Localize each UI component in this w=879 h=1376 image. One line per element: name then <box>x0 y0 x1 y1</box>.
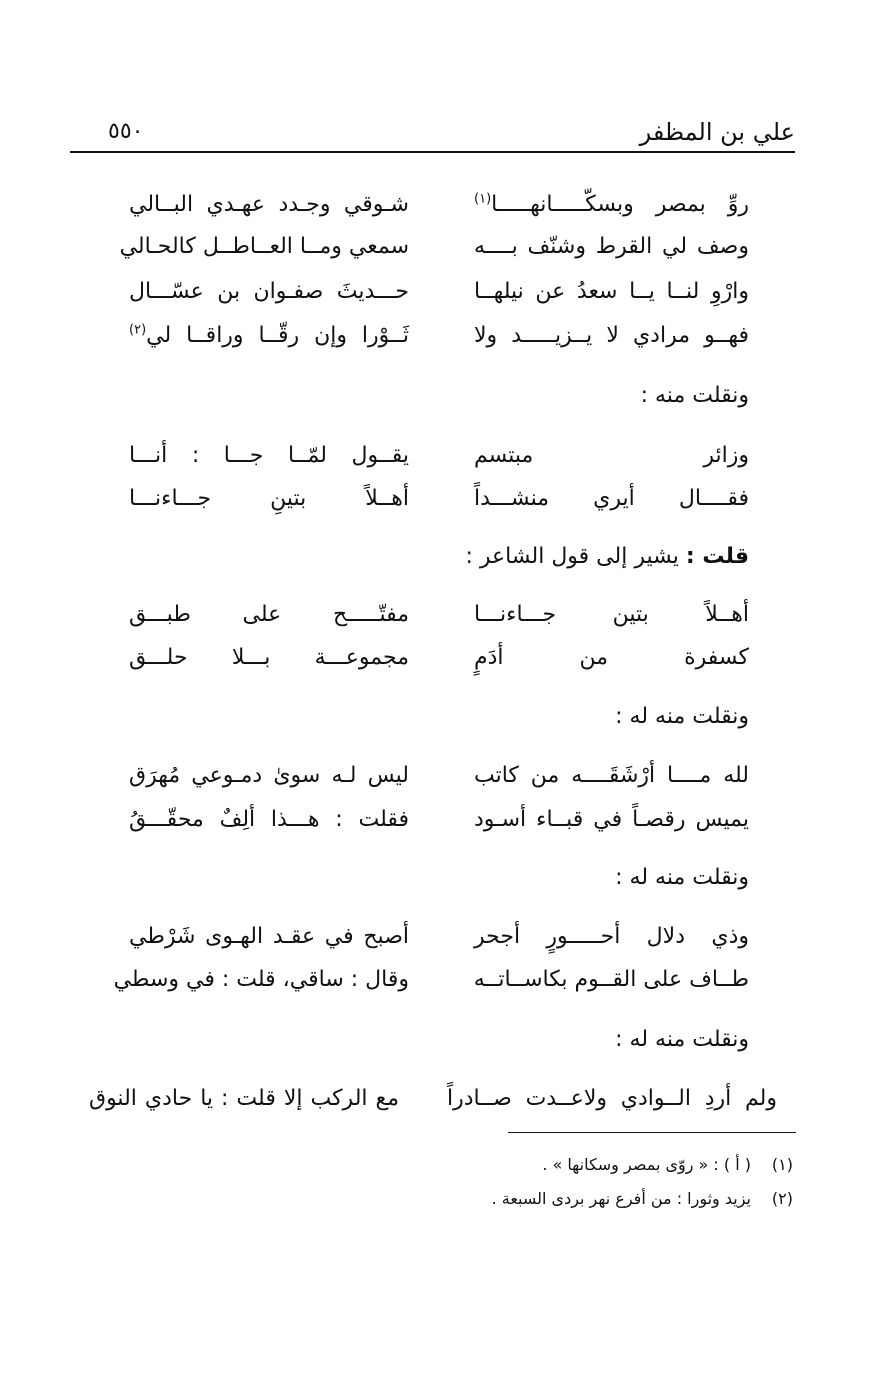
footnote <box>300 1150 793 1180</box>
prose-line <box>90 537 749 577</box>
verse-left-hemistich: ليس لـه سوىٰ دمـوعي مُهرَق <box>129 763 409 788</box>
footnote-text: ( أ ) : « روّى بمصر وسكانها » . <box>542 1155 751 1174</box>
verse-left-hemistich: وقال : ساقي، قلت : في وسطي <box>113 967 409 992</box>
verse-right-hemistich: لله مــــا أرْشَقَــــه من كاتب <box>474 763 749 788</box>
verse-line <box>90 633 749 683</box>
verse-left-hemistich: سمعي ومــا العــاطــل كالحـالي <box>119 234 409 259</box>
running-head-title: علي بن المظفر <box>639 118 795 146</box>
verse-line <box>90 955 749 1005</box>
footnote-ref: (١) <box>474 191 492 207</box>
verse-right-hemistich: فقــــال أيري منشـــداً <box>474 486 749 511</box>
header-rule <box>70 151 795 153</box>
verse-right-hemistich: فهــو مرادي لا يــزيـــــد ولا <box>474 323 749 348</box>
footnote <box>300 1184 793 1214</box>
qultu-text: يشير إلى قول الشاعر : <box>465 544 679 569</box>
verse-right-hemistich: طــاف على القــوم بكاســاتــه <box>473 967 749 992</box>
verse-left-hemistich: مجموعـــة بـــلا حلـــق <box>129 645 409 670</box>
verse-right-hemistich: يميس رقصـاً في قبــاء أسـود <box>474 807 749 832</box>
verse-line <box>90 222 749 272</box>
verse-right-hemistich: وصف لي القرط وشنّف بــــه <box>474 234 749 259</box>
verse-left-hemistich: ثَــوْرا وإن رقّــا وراقــا لي$^{(٢)}$ <box>129 322 409 348</box>
verse-left-hemistich: أهــلاً بتينِ جـــاءنـــا <box>129 486 409 511</box>
prose-line: ونقلت منه له : <box>615 1027 749 1052</box>
verse-line <box>90 474 749 524</box>
verse-left-hemistich: مع الركب إلا قلت : يا حادي النوق <box>89 1086 399 1111</box>
footnote-ref: (٢) <box>129 322 147 338</box>
verse-left-hemistich: مفتّـــــح على طبـــق <box>129 602 409 627</box>
footnote-text: يزيد وثورا : من أفرع نهر بردى السبعة . <box>491 1189 751 1208</box>
prose-line: ونقلت منه : <box>640 383 749 408</box>
qultu-label: قلت : <box>685 544 749 569</box>
verse-right-hemistich: وارْوِ لنــا يــا سعدُ عن نيلهــا <box>474 279 749 304</box>
prose-line: ونقلت منه له : <box>615 865 749 890</box>
verse-left-hemistich: فقلت : هـــذا ألِفٌ محقّـــقُ <box>129 807 409 832</box>
running-head <box>70 112 795 152</box>
page-number: ٥٥٠ <box>108 119 144 144</box>
verse-left-hemistich: حـــديثَ صفـوان بن عسّـــال <box>129 279 409 304</box>
prose-line: ونقلت منه له : <box>615 704 749 729</box>
verse-right-hemistich: أهــلاً بتين جـــاءنـــا <box>474 602 749 627</box>
footnote-number: (٢) <box>771 1189 793 1208</box>
verse-line <box>90 795 749 845</box>
verse-line <box>90 267 749 317</box>
verse-left-hemistich: يقــول لمّــا جـــا : أنـــا <box>129 443 409 468</box>
verse-right-hemistich: ولم أردِ الــوادي ولاعــدت صــادراً <box>447 1086 777 1111</box>
footnote-rule <box>508 1132 796 1133</box>
verse-line <box>90 311 749 361</box>
verse-right-hemistich: وذي دلال أحـــــورٍ أجحر <box>474 924 749 949</box>
verse-right-hemistich: كسفرة من أدَمٍ <box>474 645 749 670</box>
verse-line <box>90 751 749 801</box>
verse-left-hemistich: شـوقي وجـدد عهـدي البــالي <box>129 192 409 217</box>
verse-right-hemistich: روِّ بمصر وبسكّـــــانهـــــا$^{(١)}$ <box>474 191 749 217</box>
footnote-number: (١) <box>771 1155 793 1174</box>
verse-line <box>89 1074 777 1124</box>
verse-left-hemistich: أصبح في عقـد الهـوى شَرْطي <box>129 924 409 949</box>
verse-right-hemistich: وزائر مبتسم <box>474 443 749 468</box>
